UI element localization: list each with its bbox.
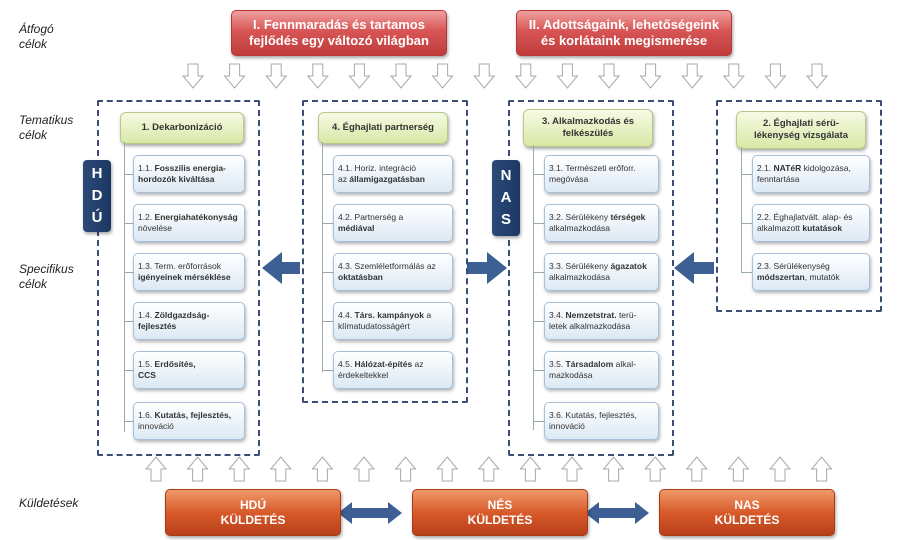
objective-text-part: Kutatás, fejlesztés, [154, 410, 232, 420]
objective-card [752, 155, 870, 193]
flow-down-arrow [641, 64, 661, 88]
objective-card-text [549, 163, 636, 185]
tree-tick [533, 223, 544, 224]
flow-up-arrow [770, 457, 790, 481]
flow-up-arrow [479, 457, 499, 481]
objective-card-text [338, 310, 431, 332]
objective-text-part: 4.5. [338, 359, 355, 369]
arrow-left-to-hdu [262, 252, 300, 284]
objective-text-part: Nemzetstrat. [565, 310, 617, 320]
objective-text-part: 1.3. Term. erőforrások [138, 261, 221, 271]
flow-down-arrow [724, 64, 744, 88]
tree-tick [124, 223, 133, 224]
flow-down-arrow [433, 64, 453, 88]
objective-text-part: államigazgatásban [349, 174, 425, 184]
tree-tick [124, 174, 133, 175]
flow-up-arrow [728, 457, 748, 481]
flow-up-arrow [645, 457, 665, 481]
objective-text-part: Hálózat-építés [354, 359, 413, 369]
mission-nes: NÉS KÜLDETÉS [412, 489, 588, 536]
objective-text-part: Erdősítés, CCS [138, 359, 196, 380]
objective-card-text [757, 261, 840, 283]
objective-card [133, 302, 245, 340]
objective-text-part: 1.1. [138, 163, 155, 173]
objective-text-part: 1.4. [138, 310, 155, 320]
flow-down-arrow [765, 64, 785, 88]
objective-text-part: kutatások [802, 223, 843, 233]
header-adaptation: 3. Alkalmazkodás és felkészülés [523, 109, 653, 147]
flow-down-arrow [391, 64, 411, 88]
flow-up-arrow [562, 457, 582, 481]
objective-text-part: alkal- mazkodása [549, 359, 636, 380]
objective-card-text [338, 359, 424, 381]
objective-card-text [338, 212, 403, 234]
row-label-overarching: Átfogó célok [19, 22, 54, 51]
objective-text-part: 4.3. Szemléletformálás az [338, 261, 436, 271]
flow-down-arrow [349, 64, 369, 88]
flow-down-arrow [599, 64, 619, 88]
flow-up-arrow [812, 457, 832, 481]
objective-card [133, 402, 245, 440]
objective-text-part: NATéR [773, 163, 802, 173]
flow-up-arrow [520, 457, 540, 481]
tree-tick [741, 174, 752, 175]
objective-text-part: 1.2. [138, 212, 155, 222]
flow-up-arrow [271, 457, 291, 481]
nas-letter: S [500, 211, 511, 228]
objective-text-part: 4.4. [338, 310, 355, 320]
header-decarbonization: 1. Dekarbonizáció [120, 112, 244, 144]
objective-text-part: 1.5. [138, 359, 155, 369]
objective-text-part: 2.3. Sérülékenység [757, 261, 830, 271]
objective-card [333, 351, 453, 389]
double-arrow-hdu-nes [338, 502, 402, 524]
objective-text-part: térségek [610, 212, 646, 222]
tree-tick [322, 223, 333, 224]
objective-text-part: 2.2. Éghajlatvált. alap- és alkalmazott [757, 212, 853, 233]
flow-up-arrow [229, 457, 249, 481]
tree-line-4 [322, 142, 323, 372]
objective-card-text [549, 359, 636, 381]
objective-text-part: igényeinek mérséklése [138, 272, 231, 282]
objective-card-text [549, 212, 645, 234]
objective-card-text [138, 212, 240, 234]
flow-down-arrow [682, 64, 702, 88]
objective-card-text [138, 410, 231, 432]
tree-tick [533, 174, 544, 175]
objective-card [544, 302, 659, 340]
objective-text-part: az érdekeltekkel [338, 359, 424, 380]
objective-card [333, 302, 453, 340]
overarching-goal-1: I. Fennmaradás és tartamos fejlődés egy változó világban [231, 10, 447, 56]
flow-up-arrow [146, 457, 166, 481]
mission-hdu: HDÚ KÜLDETÉS [165, 489, 341, 536]
nas-letter: A [500, 189, 512, 206]
objective-text-part: 4.2. Partnerség a [338, 212, 404, 222]
flow-up-arrow [312, 457, 332, 481]
objective-card-text [138, 359, 196, 381]
objective-card [133, 253, 245, 291]
mission-nas: NAS KÜLDETÉS [659, 489, 835, 536]
objective-card [544, 204, 659, 242]
tree-tick [741, 272, 752, 273]
row-label-thematic: Tematikus célok [19, 113, 74, 142]
objective-card [752, 204, 870, 242]
objective-card-text [138, 163, 226, 185]
tree-tick [533, 370, 544, 371]
objective-text-part: Társ. kampányok [354, 310, 424, 320]
objective-text-part: 3.1. Természeti erőforr. megóvása [549, 163, 636, 184]
flow-up-arrow [687, 457, 707, 481]
flow-down-arrow [266, 64, 286, 88]
objective-text-part: 3.5. [549, 359, 566, 369]
tree-line-3 [533, 145, 534, 430]
tree-tick [533, 321, 544, 322]
tree-tick [322, 174, 333, 175]
flow-down-arrow [308, 64, 328, 88]
flow-up-arrow [188, 457, 208, 481]
flow-up-arrow [396, 457, 416, 481]
header-climate-partnership: 4. Éghajlati partnerség [318, 112, 448, 144]
objective-card [333, 155, 453, 193]
header-vulnerability-assessment: 2. Éghajlati sérü- lékenység vizsgálata [736, 111, 866, 149]
arrow-left-to-nas [674, 252, 714, 284]
tree-tick [124, 370, 133, 371]
tree-tick [741, 223, 752, 224]
hdu-letter: Ú [91, 209, 103, 226]
flow-down-arrow [183, 64, 203, 88]
objective-text-part: 4.1. Horiz. integráció az [338, 163, 416, 184]
tree-tick [322, 321, 333, 322]
objective-text-part: Zöldgazdság- fejlesztés [138, 310, 210, 331]
objective-text-part: ágazatok [610, 261, 647, 271]
tree-tick [322, 370, 333, 371]
objective-card [544, 253, 659, 291]
objective-card-text [138, 261, 231, 283]
objective-text-part: kidolgozása, fenntartása [757, 163, 851, 184]
tree-tick [533, 272, 544, 273]
flow-down-arrow [474, 64, 494, 88]
objective-card [544, 351, 659, 389]
objective-card-text [338, 163, 425, 185]
flow-up-arrow [354, 457, 374, 481]
objective-text-part: innováció [138, 421, 174, 431]
objective-text-part: médiával [338, 223, 375, 233]
tree-line-1 [124, 142, 125, 432]
flow-down-arrow [807, 64, 827, 88]
objective-text-part: alkalmazkodása [549, 272, 610, 282]
row-label-missions: Küldetések [19, 496, 79, 510]
hdu-side-label [83, 160, 111, 232]
objective-text-part: 3.6. Kutatás, fejlesztés, innováció [549, 410, 637, 431]
nas-side-label [492, 160, 520, 236]
objective-text-part: terü- letek alkalmazkodása [549, 310, 637, 331]
objective-card-text [757, 163, 851, 185]
objective-text-part: növelése [138, 223, 173, 233]
tree-line-2 [741, 147, 742, 272]
flow-down-arrow [516, 64, 536, 88]
objective-text-part: a klímatudatosságért [338, 310, 432, 331]
flow-up-arrow [604, 457, 624, 481]
objective-text-part: alkalmazkodása [549, 223, 610, 233]
double-arrow-nes-nas [585, 502, 649, 524]
arrow-right-to-nas [467, 252, 507, 284]
objective-text-part: 1.6. [138, 410, 155, 420]
objective-card [133, 204, 245, 242]
flow-down-arrow [225, 64, 245, 88]
objective-text-part: 3.2. Sérülékeny [549, 212, 611, 222]
objective-card-text [549, 261, 647, 283]
objective-card-text [138, 310, 209, 332]
objective-card-text [549, 410, 637, 432]
objective-card [752, 253, 870, 291]
objective-text-part: 2.1. [757, 163, 774, 173]
tree-tick [533, 421, 544, 422]
objective-text-part: 3.3. Sérülékeny [549, 261, 611, 271]
tree-tick [124, 421, 133, 422]
tree-tick [124, 321, 133, 322]
objective-card [133, 351, 245, 389]
objective-card-text [549, 310, 636, 332]
tree-tick [322, 272, 333, 273]
objective-text-part: Fosszilis energia- hordozók kiváltása [138, 163, 226, 184]
objective-text-part: Társadalom [565, 359, 614, 369]
objective-text-part: Energiahatékonyság [154, 212, 238, 222]
objective-card [133, 155, 245, 193]
objective-text-part: , mutatók [804, 272, 840, 282]
overarching-goal-2: II. Adottságaink, lehetőségeink és korlátaink megismerése [516, 10, 732, 56]
objective-card [333, 253, 453, 291]
hdu-letter: D [91, 187, 103, 204]
tree-tick [124, 272, 133, 273]
hdu-letter: H [91, 165, 103, 182]
objective-card [333, 204, 453, 242]
objective-card [544, 402, 659, 440]
flow-up-arrow [437, 457, 457, 481]
objective-card-text [757, 212, 852, 234]
flow-down-arrow [557, 64, 577, 88]
objective-text-part: 3.4. [549, 310, 566, 320]
objective-card [544, 155, 659, 193]
objective-text-part: oktatásban [338, 272, 383, 282]
objective-card-text [338, 261, 436, 283]
nas-letter: N [500, 167, 512, 184]
objective-text-part: módszertan [757, 272, 805, 282]
row-label-specific: Specifikus célok [19, 262, 74, 291]
